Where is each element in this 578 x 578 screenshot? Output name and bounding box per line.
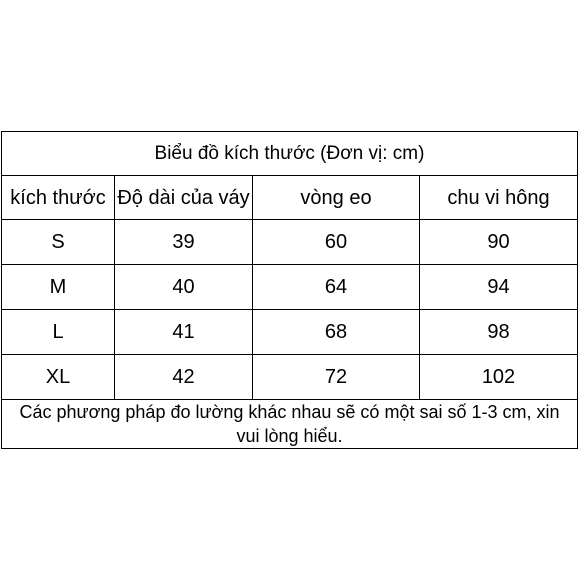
note-row <box>2 400 578 449</box>
cell-waist: 72 <box>253 355 420 400</box>
cell-dress-length: 40 <box>115 265 253 310</box>
cell-dress-length: 42 <box>115 355 253 400</box>
cell-waist: 68 <box>253 310 420 355</box>
cell-size: M <box>2 265 115 310</box>
table-row <box>2 220 578 265</box>
table-row <box>2 355 578 400</box>
header-hip: chu vi hông <box>420 176 578 220</box>
size-chart-table <box>1 131 578 449</box>
cell-hip: 98 <box>420 310 578 355</box>
header-waist: vòng eo <box>253 176 420 220</box>
table-row <box>2 265 578 310</box>
cell-hip: 102 <box>420 355 578 400</box>
cell-size: S <box>2 220 115 265</box>
cell-size: XL <box>2 355 115 400</box>
chart-title: Biểu đồ kích thước (Đơn vị: cm) <box>2 132 578 176</box>
cell-dress-length: 41 <box>115 310 253 355</box>
cell-dress-length: 39 <box>115 220 253 265</box>
cell-waist: 64 <box>253 265 420 310</box>
cell-hip: 90 <box>420 220 578 265</box>
cell-size: L <box>2 310 115 355</box>
table-row <box>2 310 578 355</box>
cell-waist: 60 <box>253 220 420 265</box>
cell-hip: 94 <box>420 265 578 310</box>
title-row <box>2 132 578 176</box>
header-dress-length: Độ dài của váy <box>115 176 253 220</box>
header-size: kích thước <box>2 176 115 220</box>
header-row <box>2 176 578 220</box>
measurement-note: Các phương pháp đo lường khác nhau sẽ có một sai số 1-3 cm, xin vui lòng hiểu. <box>2 400 578 449</box>
